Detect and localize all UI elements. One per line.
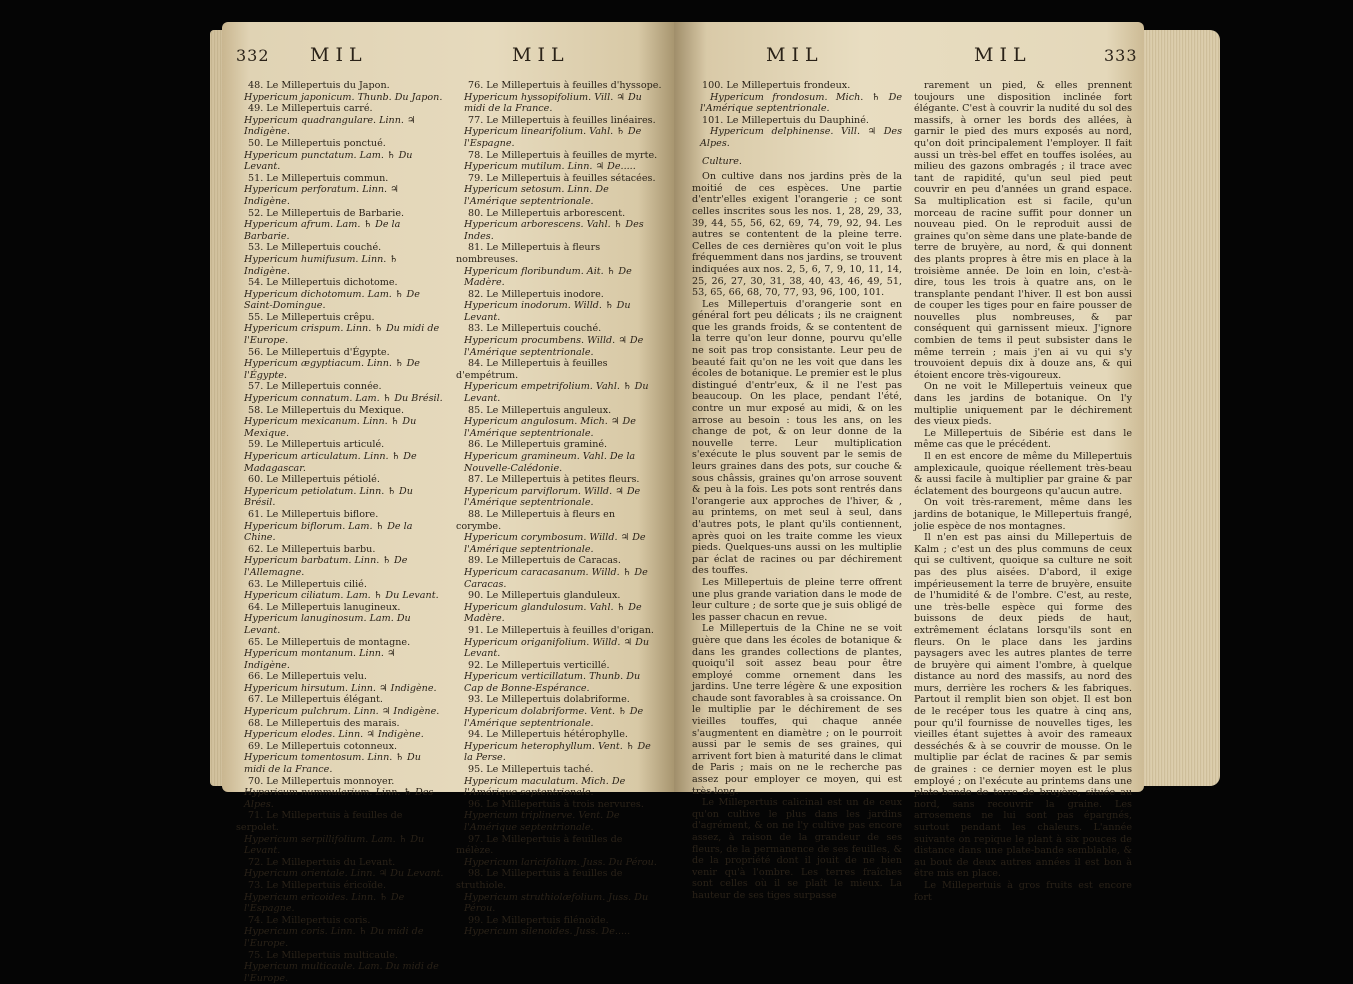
- entry-list: [692, 80, 902, 150]
- entry-latin-name: Hypericum crispum. Linn. ♄ Du midi de l'Europe.: [244, 323, 440, 347]
- right-column-2: [914, 80, 1132, 903]
- entry-title: 52. Le Millepertuis de Barbarie.: [248, 207, 405, 219]
- entry-title: 76. Le Millepertuis à feuilles d'hyssope.: [468, 80, 662, 91]
- entry-title: 90. Le Millepertuis glanduleux.: [468, 590, 621, 602]
- entry-title: 61. Le Millepertuis biflore.: [248, 508, 379, 520]
- entry-latin-name: Hypericum connatum. Lam. ♄ Du Brésil.: [244, 393, 443, 405]
- left-column-2: [456, 80, 662, 938]
- entry-latin-name: Hypericum inodorum. Willd. ♄ Du Levant.: [464, 300, 631, 323]
- entry-latin-name: Hypericum mutilum. Linn. ♃ De.....: [464, 161, 636, 173]
- entry-latin-name: Hypericum triplinerve. Vent. De l'Amérique septentrionale.: [464, 810, 620, 833]
- entry-latin-name: Hypericum petiolatum. Linn. ♄ Du Brésil.: [244, 485, 413, 509]
- entry-title: 74. Le Millepertuis coris.: [248, 914, 371, 926]
- entry-title: 55. Le Millepertuis crêpu.: [248, 311, 375, 323]
- entry-title: 95. Le Millepertuis taché.: [468, 764, 594, 776]
- entry-latin-name: Hypericum humifusum. Linn. ♄ Indigène.: [244, 253, 399, 277]
- entry-title: 63. Le Millepertuis cilié.: [248, 578, 367, 590]
- entry-latin-name: Hypericum coris. Linn. ♄ Du midi de l'Europe.: [244, 926, 424, 949]
- running-head-right-col1: MIL: [766, 44, 824, 66]
- culture-heading: Culture.: [702, 155, 742, 167]
- entry-latin-name: Hypericum pulchrum. Linn. ♃ Indigène.: [244, 706, 440, 718]
- entry-latin-name: Hypericum parviflorum. Willd. ♃ De l'Amérique septentrionale.: [464, 485, 641, 509]
- entry-latin-name: Hypericum arborescens. Vahl. ♄ Des Indes.: [464, 219, 644, 242]
- entry-latin-name: Hypericum serpillifolium. Lam. ♄ Du Levant.: [244, 833, 425, 857]
- entry-title: 57. Le Millepertuis connée.: [248, 381, 382, 393]
- entry-title: 73. Le Millepertuis éricoïde.: [248, 879, 387, 891]
- entry-title: 49. Le Millepertuis carré.: [248, 103, 373, 115]
- entry-latin-name: Hypericum frondosum. Mich. ♄ De l'Amérique septentrionale.: [700, 91, 902, 115]
- entry-latin-name: Hypericum gramineum. Vahl. De la Nouvelle-Calédonie.: [464, 451, 636, 474]
- entry-latin-name: Hypericum glandulosum. Vahl. ♄ De Madère.: [464, 601, 642, 625]
- page-number-right: 333: [1104, 46, 1138, 65]
- entry-title: 82. Le Millepertuis inodore.: [468, 288, 604, 300]
- entry-title: 70. Le Millepertuis monnoyer.: [248, 775, 395, 787]
- entry-latin-name: Hypericum dichotomum. Lam. ♄ De Saint-Domingue.: [244, 288, 420, 312]
- entry-latin-name: Hypericum corymbosum. Willd. ♃ De l'Amérique septentrionale.: [464, 532, 646, 555]
- entry-title: 81. Le Millepertuis à fleurs nombreuses.: [456, 242, 601, 265]
- paragraph: On cultive dans nos jardins près de la moitié de ces espèces. Une partie d'entr'elles exigent l'orangerie ; ce sont celles inscrites sous les nos. 1, 28, 29, 33, 39, 44, 55, 56, 62, 69, 74, 79, 92, 94. Les autres se contentent de la pleine terre. Celles de ces dernières qu'on voit le plus fréquemment dans nos jardins, se trouvent indiquées aux nos. 2, 5, 6, 7, 9, 10, 11, 14, 25, 26, 27, 30, 31, 38, 40, 43, 46, 49, 51, 53, 65, 66, 68, 70, 77, 93, 96, 100, 101.: [692, 171, 902, 299]
- entry-title: 88. Le Millepertuis à fleurs en corymbe.: [456, 508, 616, 532]
- entry-title: 78. Le Millepertuis à feuilles de myrte.: [468, 149, 658, 161]
- page-number-left: 332: [236, 46, 270, 65]
- entry-title: 53. Le Millepertuis couché.: [248, 242, 382, 254]
- entry-title: 86. Le Millepertuis graminé.: [468, 439, 608, 451]
- entry-title: 83. Le Millepertuis couché.: [468, 323, 602, 335]
- entry-latin-name: Hypericum orientale. Linn. ♃ Du Levant.: [244, 868, 444, 880]
- entry-latin-name: Hypericum biflorum. Lam. ♄ De la Chine.: [244, 520, 413, 544]
- entry-title: 58. Le Millepertuis du Mexique.: [248, 404, 404, 416]
- entry-title: 93. Le Millepertuis dolabriforme.: [468, 694, 630, 706]
- entry-latin-name: Hypericum punctatum. Lam. ♄ Du Levant.: [244, 149, 413, 173]
- entry-title: 59. Le Millepertuis articulé.: [248, 439, 385, 451]
- right-column-1: [692, 80, 902, 902]
- entry-latin-name: Hypericum silenoides. Juss. De.....: [464, 926, 631, 938]
- entry-title: 50. Le Millepertuis ponctué.: [248, 137, 386, 149]
- entry-latin-name: Hypericum ægyptiacum. Linn. ♄ De l'Égypte.: [244, 358, 420, 381]
- entry-title: 75. Le Millepertuis multicaule.: [248, 949, 398, 961]
- entry-title: 71. Le Millepertuis à feuilles de serpolet.: [236, 810, 403, 833]
- paragraph: On ne voit le Millepertuis veineux que dans les jardins de botanique. On l'y multiplie uniquement par le déchirement des vieux pieds.: [914, 381, 1132, 428]
- entry-latin-name: Hypericum verticillatum. Thunb. Du Cap de Bonne-Espérance.: [464, 671, 641, 694]
- entry-latin-name: Hypericum articulatum. Linn. ♄ De Madagascar.: [244, 451, 417, 474]
- running-head-left-col2: MIL: [512, 44, 570, 66]
- entry-title: 48. Le Millepertuis du Japon.: [248, 80, 390, 91]
- paragraph: rarement un pied, & elles prennent toujours une disposition inclinée fort élégante. C'est à couvrir la nudité du sol des massifs, à orner les bords des allées, à garnir le pied des murs exposés au nord, qu'on doit principalement l'employer. Il fait aussi un très-bel effet en touffes isolées, au milieu des gazons ombragés ; il trace avec tant de rapidité, qu'un seul pied peut couvrir en peu d'années un grand espace. Sa multiplication est si facile, qu'un morceau de racine suffit pour donner un nouveau pied. On le reproduit aussi de graines qu'on sème dans une plate-bande de terre de bruyère, au nord, & qui donnent des plants propres à être mis en place à la troisième année. De loin en loin, c'est-à-dire, tous les trois à quatre ans, on le transplante pendant l'hiver. Il est bon aussi de couper les tiges pour en faire pousser de nouvelles plus nombreuses, & par conséquent qui garnissent mieux. J'ignore combien de tems il peut subsister dans le même terrein ; mais j'en ai vu qui s'y trouvoient depuis dix à douze ans, & qui étoient encore très-vigoureux.: [914, 80, 1132, 381]
- paragraph: Le Millepertuis calicinal est un de ceux qu'on cultive le plus dans les jardins d'agrément, & on ne l'y cultive pas encore assez, à raison de la grandeur de ses fleurs, de la permanence de ses feuilles, & de la propriété dont il jouit de ne bien venir qu'à l'ombre. Les terres fraîches sont celles où il se plaît le mieux. La hauteur de ses tiges surpasse: [692, 797, 902, 901]
- paragraph: Les Millepertuis de pleine terre offrent une plus grande variation dans le mode de leur culture ; de sorte que je suis obligé de les passer chacun en revue.: [692, 576, 902, 623]
- entry-title: 87. Le Millepertuis à petites fleurs.: [468, 474, 640, 486]
- right-page-edges: [1142, 30, 1220, 786]
- entry-latin-name: Hypericum dolabriforme. Vent. ♄ De l'Amérique septentrionale.: [464, 706, 644, 729]
- running-head-left: MIL: [310, 44, 368, 66]
- entry-latin-name: Hypericum empetrifolium. Vahl. ♄ Du Levant.: [464, 381, 649, 405]
- entry-title: 98. Le Millepertuis à feuilles de struthiole.: [456, 868, 623, 891]
- entry-latin-name: Hypericum caracasanum. Willd. ♄ De Caracas.: [464, 566, 648, 590]
- paragraph: Le Millepertuis à gros fruits est encore fort: [914, 879, 1132, 903]
- entry-latin-name: Hypericum procumbens. Willd. ♃ De l'Amérique septentrionale.: [464, 335, 644, 358]
- paragraph: Il en est encore de même du Millepertuis amplexicaule, quoique réellement très-beau & aussi facile à multiplier par graine & par éclatement des bourgeons qu'aucun autre.: [914, 451, 1132, 497]
- entry-latin-name: Hypericum laricifolium. Juss. Du Pérou.: [464, 856, 657, 868]
- entry-title: 89. Le Millepertuis de Caracas.: [468, 555, 621, 567]
- entry-latin-name: Hypericum ericoides. Linn. ♄ De l'Espagne.: [244, 891, 405, 915]
- entry-title: 101. Le Millepertuis du Dauphiné.: [702, 114, 869, 126]
- paragraph: Le Millepertuis de la Chine ne se voit guère que dans les écoles de botanique & dans les grandes collections de plantes, quoiqu'il soit assez beau pour être employé comme ornement dans les jardins. Une terre légère & une exposition chaude sont favorables à sa croissance. On le multiplie par le déchirement de ses vieilles touffes, qui chaque année s'augmentent en diamètre ; on le pourroit aussi par le semis de ses graines, qui arrivent fort bien à maturité dans le climat de Paris ; mais on ne le recherche pas assez pour employer ce moyen, qui est très-long.: [692, 623, 902, 797]
- running-head-right: MIL: [974, 44, 1032, 66]
- entry-title: 60. Le Millepertuis pétiolé.: [248, 474, 380, 486]
- entry-latin-name: Hypericum floribundum. Ait. ♄ De Madère.: [464, 265, 632, 289]
- entry-title: 67. Le Millepertuis élégant.: [248, 694, 383, 706]
- paragraph: Les Millepertuis d'orangerie sont en général fort peu délicats ; ils ne craignent que les grands froids, & se contentent de la terre qu'on leur donne, pourvu qu'elle ne soit pas trop consistante. Leur peu de beauté fait qu'on ne les voit que dans les écoles de botanique. Le premier est le plus distingué d'entr'eux, & il ne l'est pas beaucoup. On les place, pendant l'été, contre un mur exposé au midi, & on les arrose au besoin : tous les ans, on les change de pot, & on leur donne de la nouvelle terre. Leur multiplication s'exécute le plus souvent par le semis de leurs graines dans des pots, sur couche & sous châssis, graines qu'on arrose souvent & peu à la fois. Les pots sont rentrés dans l'orangerie aux approches de l'hiver, & , au printems, on met seul à seul, dans d'autres pots, le plant qu'ils contiennent, après quoi on les traite comme les vieux pieds. Quelques-uns aussi on les multiplie par éclat de racines ou par déchirement des touffes.: [692, 298, 902, 577]
- entry-title: 80. Le Millepertuis arborescent.: [468, 207, 626, 219]
- entry-latin-name: Hypericum struthiolæfolium. Juss. Du Pérou.: [464, 891, 649, 915]
- entry-latin-name: Hypericum lanuginosum. Lam. Du Levant.: [244, 613, 411, 636]
- paragraph: Il n'en est pas ainsi du Millepertuis de Kalm ; c'est un des plus communs de ceux qui se cultivent, quoique sa culture ne soit pas des plus aisées. D'abord, il exige impérieusement la terre de bruyère, ensuite de l'humidité & de l'ombre. C'est, au reste, une très-belle espèce qui forme des buissons de deux pieds de haut, extrêmement éclatans lorsqu'ils sont en fleurs. On le place dans les jardins paysagers avec les autres plantes de terre de bruyère qui aiment l'ombre, à quelque distance au nord des massifs, au nord des murs, derrière les rochers & les fabriques. Partout il remplit bien son objet. Il est bon de le recéper tous les quatre à cinq ans, pour qu'il fournisse de nouvelles tiges, les vieilles étant sujettes à avoir des rameaux desséchés & à se couvrir de mousse. On le multiplie par éclat de racines & par semis de graines : ce dernier moyen est le plus employé ; on l'exécute au printems dans une plate-bande de terre de bruyère, située au nord, sans recouvrir la graine. Les arrosemens ne lui sont pas épargnés, surtout pendant les chaleurs. L'année suivante on repique le plant à six pouces de distance dans une plate-bande semblable, & au bout de deux autres années il est bon à être mis en place.: [914, 532, 1132, 880]
- entry-latin-name: Hypericum setosum. Linn. De l'Amérique septentrionale.: [464, 184, 609, 207]
- entry-latin-name: Hypericum japonicum. Thunb. Du Japon.: [244, 91, 443, 103]
- entry-latin-name: Hypericum ciliatum. Lam. ♄ Du Levant.: [244, 590, 439, 602]
- entry-latin-name: Hypericum perforatum. Linn. ♃ Indigène.: [244, 184, 399, 207]
- entry-latin-name: Hypericum nummularium. Linn. ♄ Des Alpes.: [244, 787, 434, 810]
- right-page: [674, 22, 1144, 903]
- entry-title: 51. Le Millepertuis commun.: [248, 172, 389, 184]
- entry-title: 56. Le Millepertuis d'Égypte.: [248, 346, 390, 358]
- entry-title: 96. Le Millepertuis à trois nervures.: [468, 798, 644, 810]
- entry-latin-name: Hypericum hirsutum. Linn. ♃ Indigène.: [244, 682, 437, 694]
- entry-latin-name: Hypericum heterophyllum. Vent. ♄ De la Perse.: [464, 740, 651, 764]
- entry-latin-name: Hypericum mexicanum. Linn. ♄ Du Mexique.: [244, 416, 417, 439]
- entry-latin-name: Hypericum hyssopifolium. Vill. ♃ Du midi de la France.: [464, 91, 642, 115]
- left-column-1: [236, 80, 444, 984]
- entry-title: 69. Le Millepertuis cotonneux.: [248, 740, 398, 752]
- entry-title: 100. Le Millepertuis frondeux.: [702, 80, 851, 91]
- entry-title: 97. Le Millepertuis à feuilles de mélèze.: [456, 833, 623, 857]
- entry-title: 79. Le Millepertuis à feuilles sétacées.: [468, 172, 656, 184]
- entry-title: 84. Le Millepertuis à feuilles d'empétrum.: [456, 358, 608, 381]
- entry-title: 65. Le Millepertuis de montagne.: [248, 636, 411, 648]
- entry-title: 91. Le Millepertuis à feuilles d'origan.: [468, 624, 654, 636]
- entry-title: 99. Le Millepertuis filénoïde.: [468, 914, 609, 926]
- entry-latin-name: Hypericum origanifolium. Willd. ♃ Du Levant.: [464, 636, 649, 660]
- paragraph: Le Millepertuis de Sibérie est dans le même cas que le précédent.: [914, 427, 1132, 451]
- entry-latin-name: Hypericum delphinense. Vill. ♃ Des Alpes.: [700, 126, 902, 149]
- entry-title: 94. Le Millepertuis hétérophylle.: [468, 729, 628, 741]
- entry-latin-name: Hypericum multicaule. Lam. Du midi de l'Europe.: [244, 961, 439, 984]
- entry-latin-name: Hypericum montanum. Linn. ♃ Indigène.: [244, 648, 396, 671]
- entry-title: 64. Le Millepertuis lanugineux.: [248, 601, 401, 613]
- entry-title: 62. Le Millepertuis barbu.: [248, 543, 376, 555]
- entry-latin-name: Hypericum quadrangulare. Linn. ♃ Indigène.: [244, 114, 416, 138]
- culture-text: [692, 171, 902, 901]
- entry-latin-name: Hypericum barbatum. Linn. ♄ De l'Allemagne.: [244, 555, 408, 578]
- entry-latin-name: Hypericum angulosum. Mich. ♃ De l'Amérique septentrionale.: [464, 416, 636, 439]
- entry-latin-name: Hypericum afrum. Lam. ♄ De la Barbarie.: [244, 219, 401, 242]
- entry-title: 92. Le Millepertuis verticillé.: [468, 659, 610, 671]
- left-page: [222, 22, 674, 984]
- paragraph: On voit très-rarement, même dans les jardins de botanique, le Millepertuis frangé, jolie espèce de nos montagnes.: [914, 497, 1132, 532]
- entry-latin-name: Hypericum tomentosum. Linn. ♄ Du midi de la France.: [244, 752, 421, 776]
- entry-title: 68. Le Millepertuis des marais.: [248, 717, 400, 729]
- entry-title: 72. Le Millepertuis du Levant.: [248, 856, 396, 868]
- entry-latin-name: Hypericum linearifolium. Vahl. ♄ De l'Espagne.: [464, 126, 642, 149]
- entry-title: 66. Le Millepertuis velu.: [248, 671, 367, 683]
- entry-latin-name: Hypericum maculatum. Mich. De l'Amérique septentrionale.: [464, 775, 626, 799]
- entry-title: 54. Le Millepertuis dichotome.: [248, 277, 398, 289]
- entry-title: 85. Le Millepertuis anguleux.: [468, 404, 612, 416]
- entry-title: 77. Le Millepertuis à feuilles linéaires.: [468, 114, 656, 126]
- entry-latin-name: Hypericum elodes. Linn. ♃ Indigène.: [244, 729, 424, 741]
